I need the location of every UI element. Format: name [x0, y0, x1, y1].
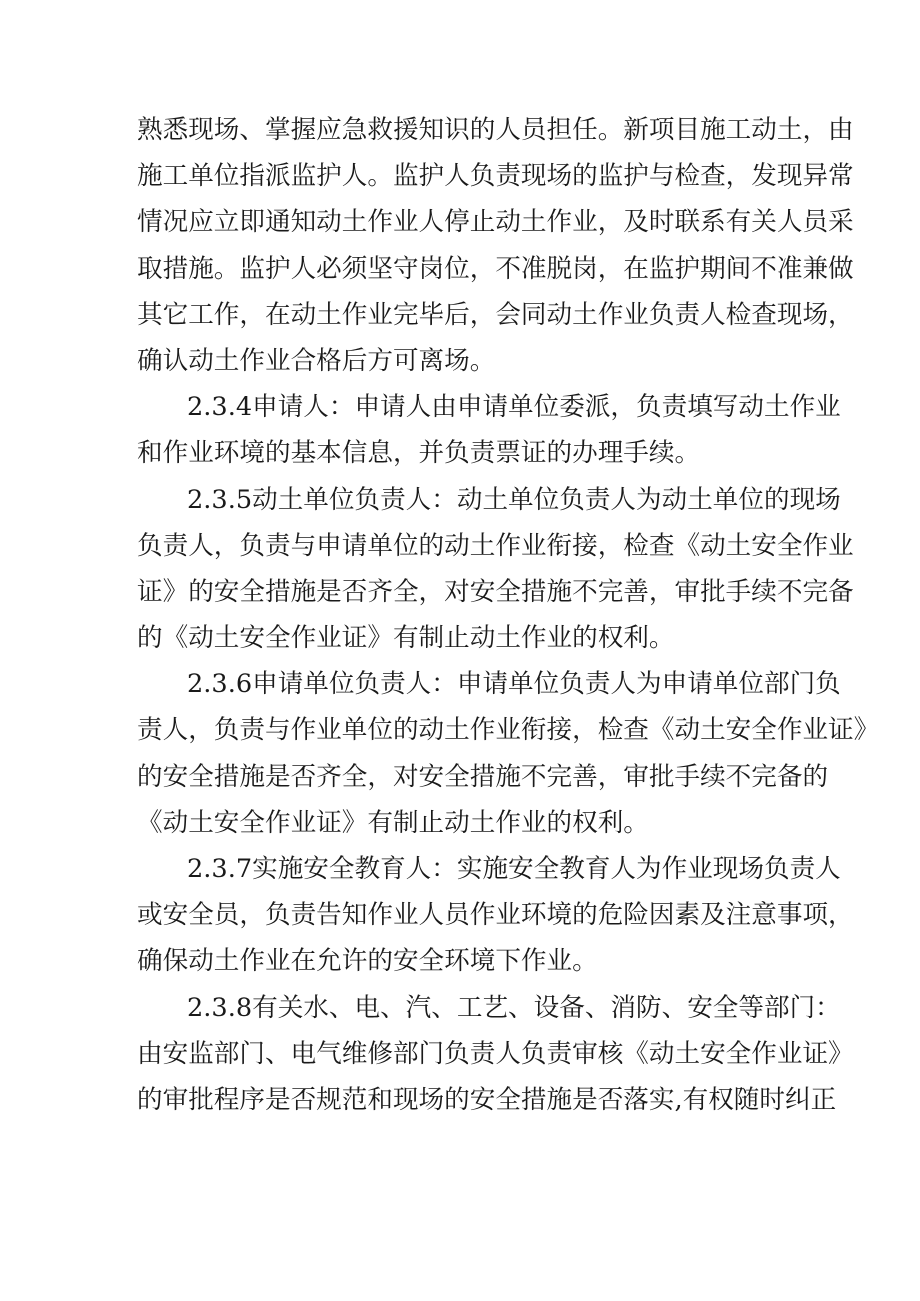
text-line: 由安监部门、电气维修部门负责人负责审核《动土安全作业证》: [137, 1038, 854, 1069]
text-line: 《动土安全作业证》有制止动土作业的权利。: [137, 807, 649, 838]
text-line: 的《动土安全作业证》有制止动土作业的权利。: [137, 623, 675, 654]
paragraph: [137, 107, 854, 384]
text-line: 施工单位指派监护人。监护人负责现场的监护与检查，发现异常: [137, 161, 854, 192]
text-line: 2.3.6申请单位负责人：申请单位负责人为申请单位部门负: [187, 669, 841, 700]
text-line: 责人，负责与作业单位的动土作业衔接，检查《动土安全作业证》: [137, 715, 880, 746]
text-line: 情况应立即通知动土作业人停止动土作业，及时联系有关人员采: [137, 207, 854, 238]
document-page: [137, 107, 880, 1123]
paragraph: [137, 846, 854, 985]
text-line: 取措施。监护人必须坚守岗位，不准脱岗，在监护期间不准兼做: [137, 253, 854, 284]
text-line: 的安全措施是否齐全，对安全措施不完善，审批手续不完备的: [137, 761, 829, 792]
paragraph: [137, 985, 854, 1124]
text-line: 2.3.8有关水、电、汽、工艺、设备、消防、安全等部门：: [187, 992, 841, 1023]
text-line: 2.3.5动土单位负责人：动土单位负责人为动土单位的现场: [187, 484, 841, 515]
text-line: 2.3.4申请人：申请人由申请单位委派，负责填写动土作业: [187, 392, 841, 423]
text-line: 确保动土作业在允许的安全环境下作业。: [137, 946, 598, 977]
text-line: 确认动土作业合格后方可离场。: [137, 345, 496, 376]
text-line: 或安全员，负责告知作业人员作业环境的危险因素及注意事项，: [137, 900, 854, 931]
text-line: 和作业环境的基本信息，并负责票证的办理手续。: [137, 438, 701, 469]
text-line: 负责人，负责与申请单位的动土作业衔接，检查《动土安全作业: [137, 530, 854, 561]
paragraph: [137, 661, 880, 846]
text-line: 2.3.7实施安全教育人：实施安全教育人为作业现场负责人: [187, 854, 841, 884]
text-line: 证》的安全措施是否齐全，对安全措施不完善，审批手续不完备: [137, 576, 854, 607]
text-line: 其它工作，在动土作业完毕后，会同动土作业负责人检查现场，: [137, 299, 854, 330]
text-line: 的审批程序是否规范和现场的安全措施是否落实,有权随时纠正: [137, 1084, 837, 1115]
text-line: 熟悉现场、掌握应急救援知识的人员担任。新项目施工动土，由: [137, 115, 854, 145]
paragraph: [137, 477, 854, 662]
paragraph: [137, 384, 841, 476]
